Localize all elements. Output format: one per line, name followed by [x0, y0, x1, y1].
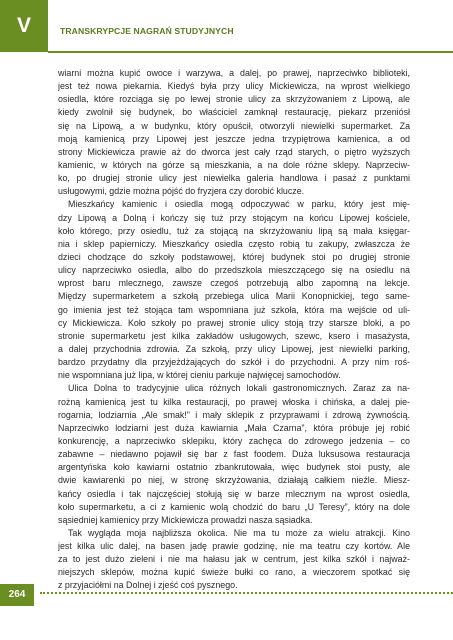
transcript-text	[58, 67, 410, 593]
text-line: się na Lipową, a w budynku, który opuścił, otworzyli niewielki supermarket. Za	[58, 120, 410, 131]
text-line: Między supermarketem a szkołą przebiega ulica Marii Konopnickiej, tego same-	[58, 291, 410, 302]
text-line: koło którego, przy osiedlu, tuż za stojącą na skrzyżowaniu lipą są mała księgar-	[58, 225, 410, 236]
text-line: kańcy osiedla i tak najczęściej stołują się w barze mlecznym na wprost osiedla,	[58, 488, 410, 499]
chapter-tab	[0, 0, 48, 52]
text-line: za to jest dużo zieleni i nie ma hałasu jak w centrum, jest kilka szkół i najważ-	[58, 554, 410, 565]
text-line: wiarni można kupić owoce i warzywa, a dalej, po prawej, naprzeciwko biblioteki,	[58, 68, 410, 78]
text-line: kiedy zwolnił się budynek, bo właściciel zamknął restaurację, piekarz przeniósł	[58, 107, 410, 118]
text-line: argentyńska koło kawiarni ostatnio zbankrutowała, więc budynek stoi pusty, ale	[58, 462, 410, 473]
text-line: zabawne – niedawno pojawił się bar z fast foodem. Duża luksusowa restauracja	[58, 449, 410, 460]
text-line: jest też nowa piekarnia. Kiedyś była przy ulicy Mickiewicza, na wprost wielkiego	[58, 81, 410, 92]
text-line: ko, po drugiej stronie ulicy jest niewielka galeria handlowa i pasaż z punktami	[58, 173, 410, 184]
text-line: jest kilka ulic dalej, na basen jadę prawie godzinę, nie ma teatru czy kortów. Ale	[58, 541, 410, 552]
text-line: Ulica Dolna to tradycyjnie ulica różnych lokali gastronomicznych. Zaraz za na-	[68, 383, 410, 394]
text-line: Tak wygląda moja najbliższa okolica. Nie ma tu może za wielu atrakcji. Kino	[68, 527, 410, 538]
header-divider	[48, 51, 453, 53]
text-line: rożną kamienicą jest tu kilka restauracji, po prawej włoska i chińska, a dalej pie-	[58, 396, 410, 407]
text-line: konkurencję, a naprzeciwko sklepiku, który zachęca do zdrowego jedzenia – co	[58, 435, 410, 446]
text-line: stronie supermarketu jest kilka zakładów usługowych, szewc, ksero i masażysta,	[58, 330, 410, 341]
text-line: usługowymi, gdzie można pójść do fryzjera czy dorobić klucze.	[58, 186, 305, 197]
text-line: go imienia jest też stojąca tam wspomniana już szkoła, która ma wejście od uli-	[58, 304, 410, 315]
text-line: niejszych sklepów, można kupić świeże bułki co rano, a wieczorem spotkać się	[58, 567, 410, 578]
page-header	[0, 0, 453, 66]
chapter-letter: V	[16, 14, 31, 37]
text-line: dwie kawiarenki po niej, w stronę skrzyżowania, działają całkiem nieźle. Miesz-	[58, 475, 410, 486]
page-number: 264	[8, 589, 26, 600]
text-line: kamienic, w których na górze są mieszkania, a na dole różne sklepy. Naprzeciw-	[58, 159, 410, 170]
text-line: wprost baru mlecznego, zawsze czegoś potrzebują albo zapomną na lekcje.	[58, 278, 410, 289]
text-line: ulicy naprzeciwko osiedla, albo do przedszkola mieszczącego się na osiedlu na	[58, 265, 410, 276]
text-line: rogarnia, lodziarnia „Ale smak!” i mały sklepik z przyprawami i zdrową żywnością.	[58, 409, 410, 420]
text-line: osiedla, które rozciąga się po lewej stronie ulicy za skrzyżowaniem z Lipową, ale	[58, 94, 410, 105]
text-line: z przyjaciółmi na Dolnej i zjeść coś pysznego.	[58, 580, 238, 591]
text-line: moją kamienicą przy Lipowej jest jeszcze jedna trzypiętrowa kamienica, a od	[58, 133, 410, 144]
text-line: Naprzeciwko lodziarni jest duża kawiarnia „Mała Czarna”, która próbuje jej robić	[58, 422, 410, 433]
text-line: a dalej przychodnia zdrowia. Za szkołą, przy ulicy Lipowej, jest niewielki parking,	[58, 343, 410, 354]
text-line: sąsiedniej kamienicy przy Mickiewicza prowadzi nasza sąsiadka.	[58, 514, 313, 525]
text-line: nie wspomniana już lipa, w której cieniu parkuje najwięcej samochodów.	[58, 370, 341, 381]
text-line: Mieszkańcy kamienic i osiedla mogą odpoczywać w parku, który jest mię-	[68, 199, 410, 210]
footer-dotted-rule	[40, 592, 453, 594]
text-line: cy Mickiewicza. Koło szkoły po prawej stronie ulicy stoją trzy starsze bloki, a po	[58, 317, 410, 328]
text-line: bardzo przydatny dla przyjeżdżających do szkół i do przychodni. A przy nim roś-	[58, 357, 410, 368]
text-line: dzy Lipową a Dolną i kończy się tuż przy stojącym na końcu Lipowej kościele,	[58, 212, 410, 223]
page-footer	[0, 578, 453, 618]
text-line: strony Mickiewicza prawie aż do dworca jest cały rząd starych, o piętro wyższych	[58, 146, 410, 157]
section-title: TRANSKRYPCJE NAGRAŃ STUDYJNYCH	[60, 26, 234, 36]
text-line: dzieci chodzące do szkoły podstawowej, której budynek stoi po drugiej stronie	[58, 251, 410, 262]
page-number-badge	[0, 584, 34, 606]
text-line: koło supermarketu, a ci z kamienic wolą chodzić do baru „U Teresy”, który na dole	[58, 501, 410, 512]
text-line: nia i sklep papierniczy. Mieszkańcy osiedla często robią tu zakupy, zwłaszcza że	[58, 238, 410, 249]
